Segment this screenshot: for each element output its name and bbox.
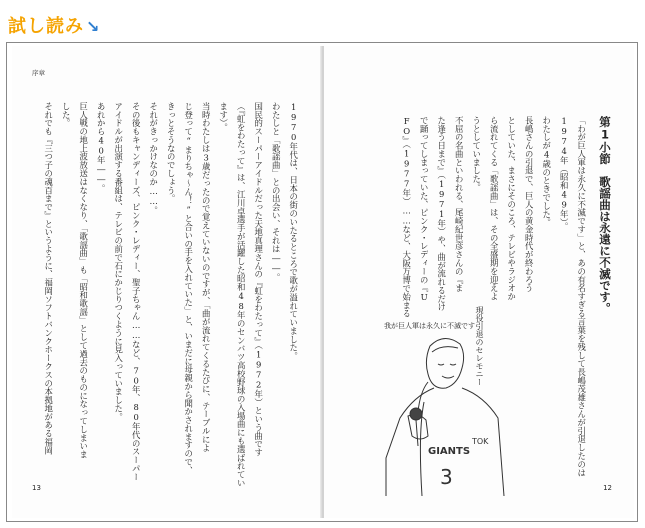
text-line: 不屈の名曲といわれる、尾崎紀世彦さんの『ま [454, 116, 465, 293]
arrow-icon: ↘ [86, 17, 101, 36]
text-line: た逢う日まで』（1971年）や、曲が流れるだけ [436, 116, 447, 312]
text-line: （『虹をわたって』は、江川卓選手が活躍した昭和48年のセンバツ高校野球の入場曲にも選ばれてい [236, 102, 247, 487]
text-line: ます）。 [218, 102, 229, 132]
nagashima-quote: 我が巨人軍は永久に不滅です [384, 322, 475, 330]
text-line: 長嶋さんの引退で、巨人の黄金時代が終わろう [524, 116, 535, 293]
text-line: 巨人戦の地上波放送はなくなり、「歌謡曲」も「昭和歌謡」として過去のものになってしまいま [78, 102, 89, 459]
text-line: 「わが巨人軍は永久に不滅です」と、あの有名すぎる言葉を残して長嶋茂雄さんが引退したのは [576, 116, 587, 477]
trial-read-logo [8, 12, 100, 38]
running-head: 序章 [32, 69, 45, 77]
book-spread [12, 46, 634, 518]
uniform-text: GIANTS [428, 446, 471, 457]
nagashima-illustration [368, 316, 508, 496]
text-line: その後もキャンディーズ、ピンク・レディー、聖子ちゃん……など、70年、80年代のスーパー [131, 102, 142, 481]
uniform-badge: TOK [472, 437, 489, 446]
text-line: わたしが4歳のときでした。 [541, 116, 552, 227]
text-line: あれから40年――。 [96, 102, 107, 193]
text-line: ら流れてくる「歌謡曲」は、その全盛期を迎えよ [489, 116, 500, 301]
text-line: としていた、まさにそのころ、テレビやラジオか [506, 116, 517, 301]
text-line: 1970年代は、日本の街のいたるところで歌が溢れていました。 [288, 102, 299, 361]
retire-ceremony-label: 現役引退のセレモニー [475, 306, 484, 386]
text-line: わたしと「歌謡曲」との出会い、それは――。 [271, 102, 282, 282]
text-line: それでも『三つ子の魂百まで』というように、福岡ソフトバンクホークスの本拠地がある福岡 [43, 102, 54, 455]
page-number-left: 13 [32, 484, 41, 492]
left-page [12, 46, 322, 518]
uniform-number: 3 [440, 465, 453, 489]
text-line: した。 [61, 102, 72, 128]
text-line: 国民的スーパーアイドルだった天地真理さんの『虹をわたって』（1972年）という曲です [253, 102, 264, 457]
text-line: で踊ってしまっていた、ピンク・レディーの『U [419, 116, 430, 303]
text-line: きっとそうなのでしょう。 [166, 102, 177, 203]
section-title: 第1小節 歌謡曲は永遠に不滅です。 [598, 116, 612, 314]
logo-text: 試し読み [8, 16, 84, 37]
text-line: それがきっかけなのか……。 [148, 102, 159, 215]
text-line: 1974年（昭和49年）。 [559, 116, 570, 231]
text-line: 当時わたしは3歳だったので覚えていないのですが、「曲が流れてくるたびに、テーブルによ [201, 102, 212, 452]
text-line: FO』（1977年）……など、大阪万博で始まる [401, 116, 412, 318]
text-line: うとしていました。 [471, 116, 482, 192]
page-number-right: 12 [603, 484, 612, 492]
text-line: アイドルが出演する番組は、テレビの前で石にかじりつくように見入っていました。 [113, 102, 124, 421]
text-line: じ登って“まりちゃ～ん！”と合いの手を入れていた」と、いまだに母親から聞かされますので、 [183, 102, 194, 475]
right-page [324, 46, 634, 518]
